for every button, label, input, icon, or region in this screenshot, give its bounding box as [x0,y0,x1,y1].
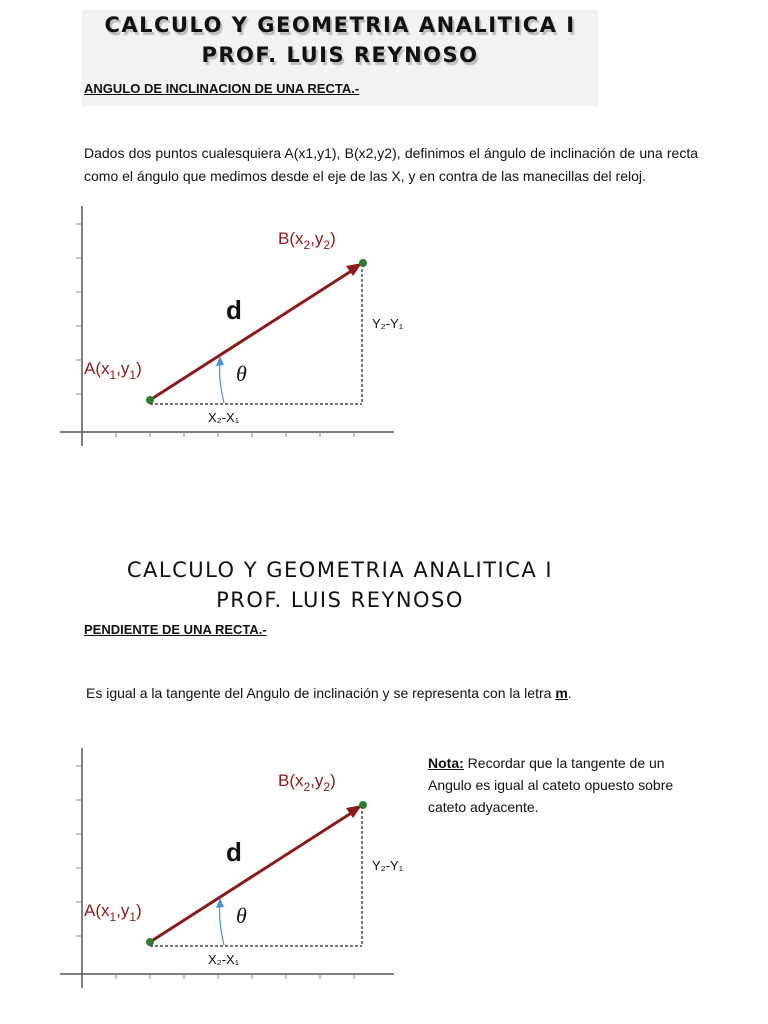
dy-label: Y₂-Y₁ [372,858,404,873]
definition-paragraph: Dados dos puntos cualesquiera A(x1,y1), B(x2,y2), definimos el ángulo de inclinación de una recta como el ángulo que medimos desde el eje de las X, y en contra de las manecillas del reloj. [84,145,698,184]
page-section-2 [0,545,768,1024]
note-text: Recordar que la tangente de un Angulo es igual al cateto opuesto sobre cateto adyacente. [428,755,674,815]
segment-d [150,810,356,942]
angle-label: θ [236,903,247,928]
section-heading: PENDIENTE DE UNA RECTA.- [84,622,267,637]
point-b [359,259,367,267]
point-b [359,801,367,809]
professor-name: PROF. LUIS REYNOSO [216,588,464,612]
y-axis-ticks [76,766,82,936]
point-a [146,938,154,946]
course-title: CALCULO Y GEOMETRIA ANALITICA I [126,558,554,582]
inclination-diagram [56,200,416,450]
point-b-label: $B(x_2,y_2)$ [278,229,336,252]
angle-arc [220,902,225,945]
point-a [146,396,154,404]
angle-arc [220,360,225,403]
dy-label: Y₂-Y₁ [372,316,404,331]
slope-paragraph-end: . [567,685,572,701]
section-heading: ANGULO DE INCLINACION DE UNA RECTA.- [84,81,360,96]
slope-letter: m [555,685,568,701]
course-title: CALCULO Y GEOMETRIA ANALITICA I [104,13,576,37]
page-section-1 [0,0,768,500]
segment-d [150,268,356,400]
y-axis-ticks [76,224,82,394]
angle-label: θ [236,361,247,386]
distance-label: d [226,295,242,325]
tangent-note [428,752,708,818]
slope-paragraph-text: Es igual a la tangente del Angulo de inclinación y se representa con la letra [86,685,556,701]
dx-label: X₂-X₁ [208,410,240,425]
point-b-label: $B(x_2,y_2)$ [278,771,336,794]
distance-label: d [226,837,242,867]
point-a-label: $A(x_1,y_1)$ [84,359,142,382]
professor-name: PROF. LUIS REYNOSO [201,43,479,67]
point-a-label: $A(x_1,y_1)$ [84,901,142,924]
note-label: Nota: [428,755,464,771]
slope-diagram [56,742,416,992]
dx-label: X₂-X₁ [208,952,240,967]
title-block [82,555,598,615]
slope-paragraph [86,682,700,705]
